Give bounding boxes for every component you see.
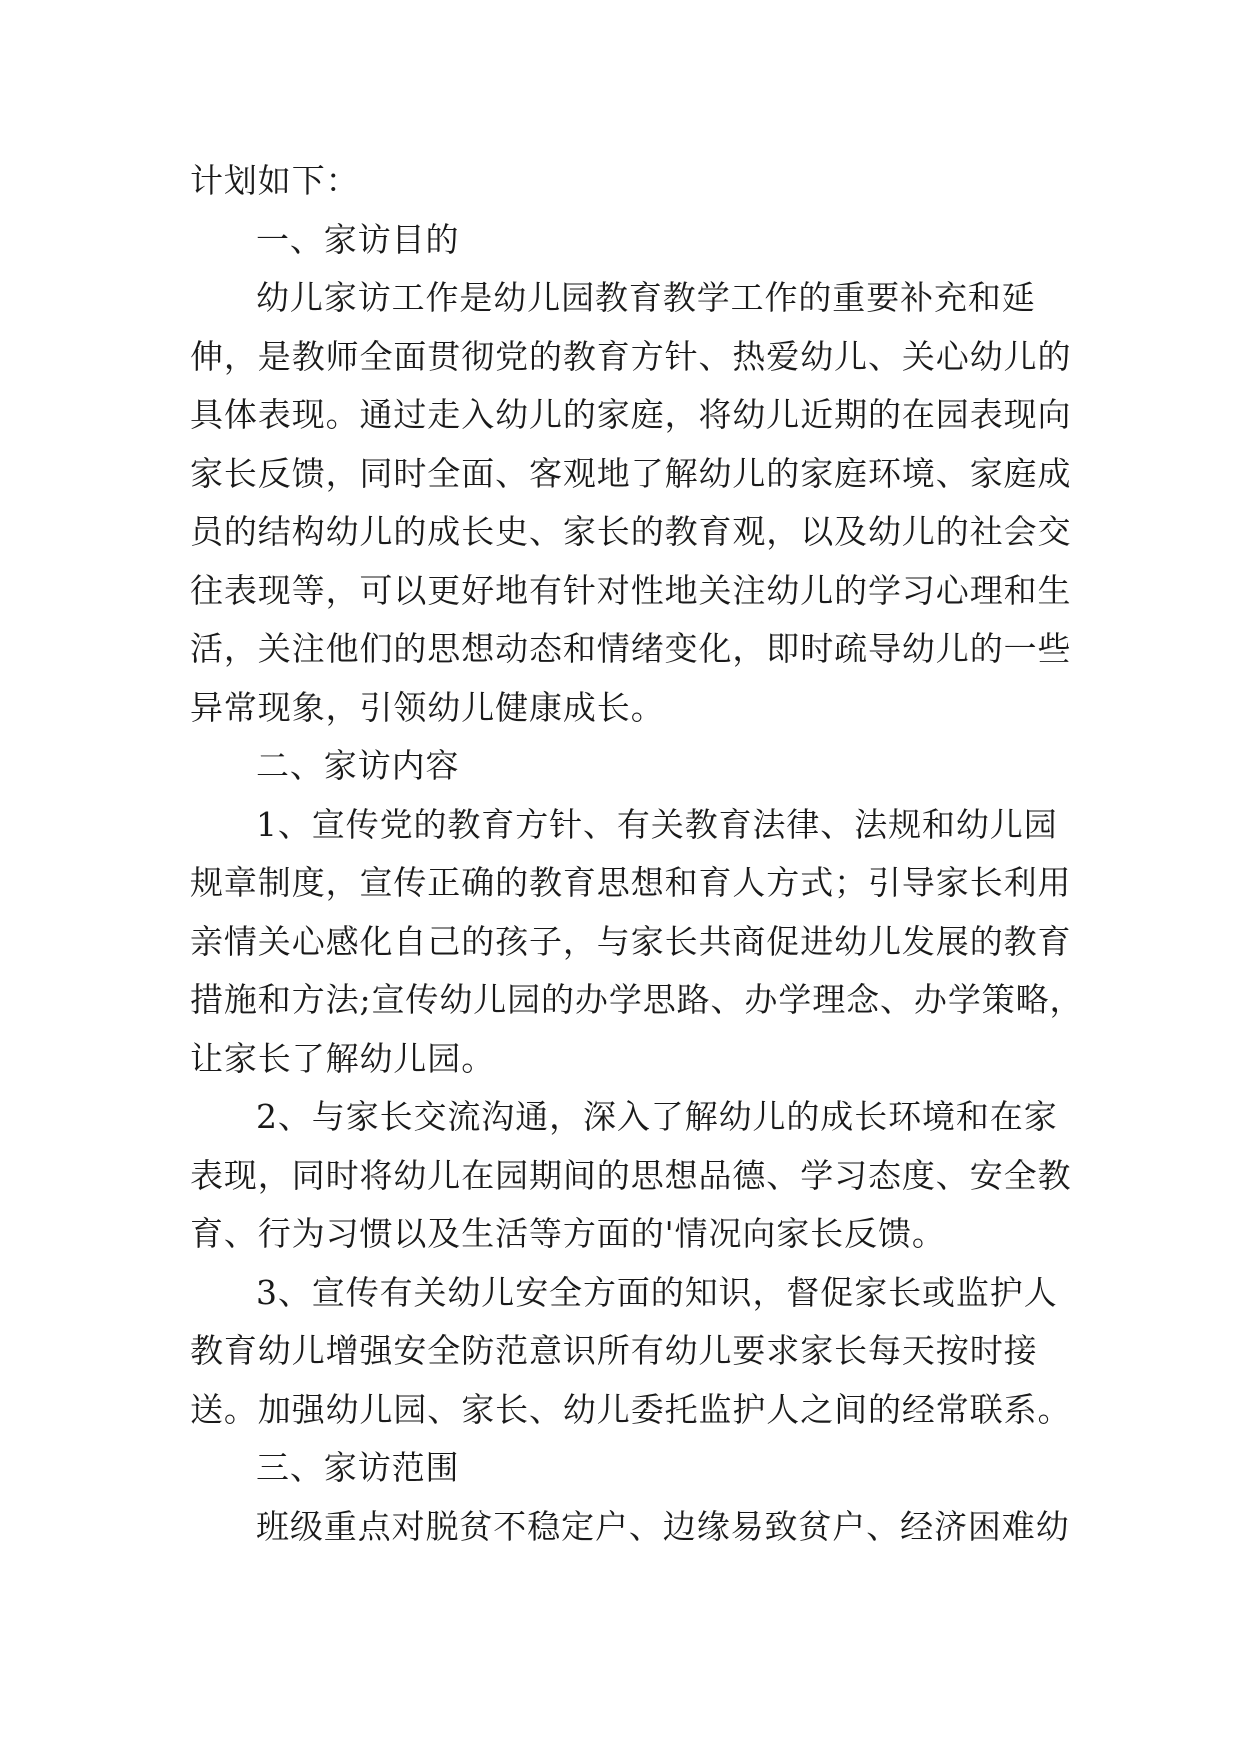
text-line: 送。加强幼儿园、家长、幼儿委托监护人之间的经常联系。 bbox=[190, 1389, 1072, 1429]
text-line: 措施和方法;宣传幼儿园的办学思路、办学理念、办学策略， bbox=[190, 980, 1084, 1019]
text-line: 异常现象，引领幼儿健康成长。 bbox=[190, 687, 665, 727]
text-line: 1、宣传党的教育方针、有关教育法律、法规和幼儿园 bbox=[256, 804, 1058, 844]
text-line: 幼儿家访工作是幼儿园教育教学工作的重要补充和延 bbox=[256, 278, 1036, 317]
text-line: 3、宣传有关幼儿安全方面的知识，督促家长或监护人 bbox=[256, 1272, 1058, 1312]
text-line: 亲情关心感化自己的孩子，与家长共商促进幼儿发展的教育 bbox=[190, 921, 1072, 961]
text-line: 员的结构幼儿的成长史、家长的教育观，以及幼儿的社会交 bbox=[190, 512, 1072, 551]
text-line: 往表现等，可以更好地有针对性地关注幼儿的学习心理和生 bbox=[190, 570, 1072, 610]
text-line: 表现，同时将幼儿在园期间的思想品德、学习态度、安全教 bbox=[190, 1155, 1072, 1195]
text-line: 伸，是教师全面贯彻党的教育方针、热爱幼儿、关心幼儿的 bbox=[190, 336, 1072, 376]
text-line: 规章制度，宣传正确的教育思想和育人方式；引导家长利用 bbox=[190, 863, 1072, 902]
text-line: 教育幼儿增强安全防范意识所有幼儿要求家长每天按时接 bbox=[190, 1331, 1038, 1370]
text-line: 2、与家长交流沟通，深入了解幼儿的成长环境和在家 bbox=[256, 1097, 1058, 1136]
text-line: 家长反馈，同时全面、客观地了解幼儿的家庭环境、家庭成 bbox=[190, 453, 1072, 493]
text-line: 计划如下： bbox=[190, 161, 360, 200]
text-line: 班级重点对脱贫不稳定户、边缘易致贫户、经济困难幼 bbox=[256, 1506, 1070, 1546]
document-body bbox=[190, 152, 1084, 1556]
section-heading: 三、家访范围 bbox=[256, 1448, 460, 1487]
section-heading: 一、家访目的 bbox=[256, 219, 460, 259]
text-line: 育、行为习惯以及生活等方面的'情况向家长反馈。 bbox=[190, 1214, 946, 1253]
text-line: 具体表现。通过走入幼儿的家庭，将幼儿近期的在园表现向 bbox=[190, 395, 1072, 434]
text-line: 让家长了解幼儿园。 bbox=[190, 1038, 496, 1078]
text-line: 活，关注他们的思想动态和情绪变化，即时疏导幼儿的一些 bbox=[190, 629, 1072, 668]
section-heading: 二、家访内容 bbox=[256, 746, 460, 785]
